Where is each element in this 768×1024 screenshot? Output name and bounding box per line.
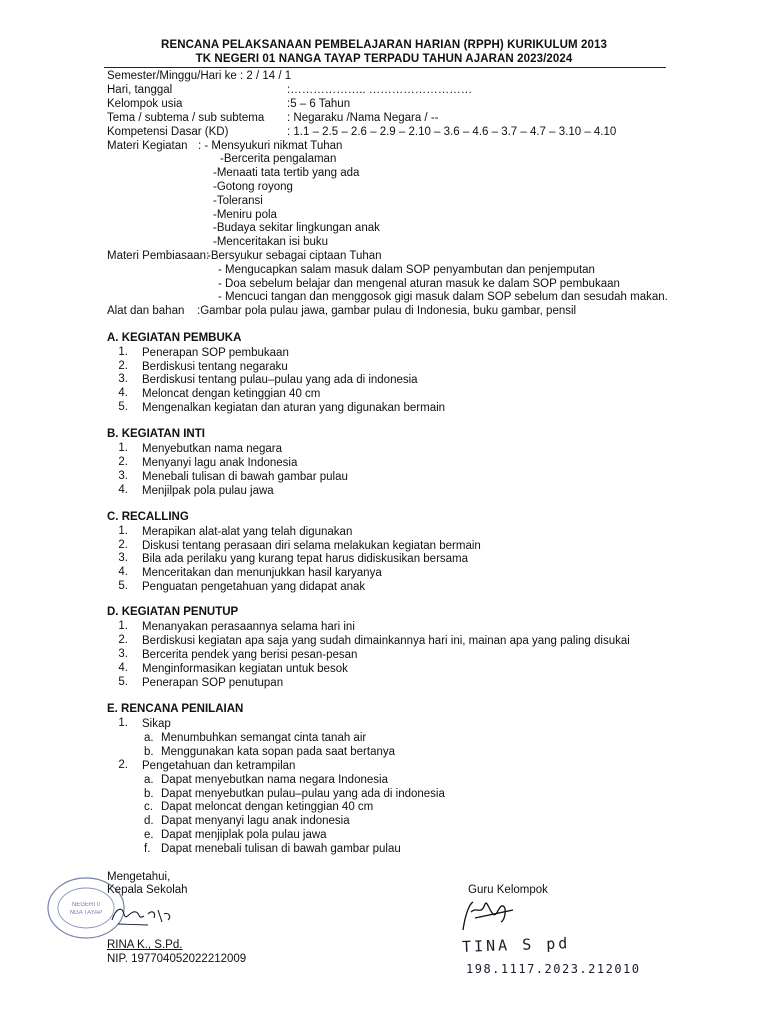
list-number: 3. bbox=[118, 648, 128, 660]
list-item: Dapat menebali tulisan di bawah gambar pulau bbox=[161, 843, 401, 855]
date-value: :……………….. ……………………… bbox=[287, 84, 473, 96]
list-number: 2. bbox=[118, 360, 128, 372]
semester-label: Semester/Minggu/Hari ke bbox=[107, 70, 237, 82]
list-number: 1. bbox=[118, 620, 128, 632]
materi-first: : - Mensyukuri nikmat Tuhan bbox=[198, 140, 343, 152]
list-number: 4. bbox=[118, 662, 128, 674]
alat-label: Alat dan bahan bbox=[107, 305, 185, 317]
kepala-nip: NIP. 197704052022212009 bbox=[107, 953, 247, 965]
guru-nip-handwritten: 198.1117.2023.212010 bbox=[466, 962, 641, 976]
list-letter: b. bbox=[144, 746, 154, 758]
list-number: 3. bbox=[118, 552, 128, 564]
list-number: 1. bbox=[118, 346, 128, 358]
materi-item: -Meniru pola bbox=[213, 209, 277, 221]
svg-text:NEGERI 0: NEGERI 0 bbox=[71, 902, 101, 908]
theme-value: : Negaraku /Nama Negara / -- bbox=[287, 112, 439, 124]
list-number: 4. bbox=[118, 387, 128, 399]
list-number: 5. bbox=[118, 676, 128, 688]
list-item: Menanyakan perasaannya selama hari ini bbox=[142, 621, 355, 633]
list-item: Dapat menyebutkan pulau–pulau yang ada di indonesia bbox=[161, 788, 445, 800]
list-item: Dapat meloncat dengan ketinggian 40 cm bbox=[161, 801, 374, 813]
list-item: Penerapan SOP penutupan bbox=[142, 677, 284, 689]
kepala-name: RINA K., S.Pd. bbox=[107, 939, 183, 951]
list-letter: a. bbox=[144, 774, 154, 786]
list-item: Diskusi tentang perasaan diri selama melakukan kegiatan bermain bbox=[142, 540, 481, 552]
svg-text:NGA TAYAP: NGA TAYAP bbox=[69, 910, 103, 916]
list-number: 1. bbox=[118, 442, 128, 454]
alat-value: :Gambar pola pulau jawa, gambar pulau di Indonesia, buku gambar, pensil bbox=[197, 305, 577, 317]
list-number: 4. bbox=[118, 484, 128, 496]
semester-value: : 2 / 14 / 1 bbox=[240, 70, 292, 82]
list-item: Menggunakan kata sopan pada saat bertanya bbox=[161, 746, 396, 758]
materi-item: -Budaya sekitar lingkungan anak bbox=[213, 222, 380, 234]
materi-item: -Toleransi bbox=[213, 195, 263, 207]
list-number: 4. bbox=[118, 566, 128, 578]
list-item: Merapikan alat-alat yang telah digunakan bbox=[142, 526, 353, 538]
list-item: Meloncat dengan ketinggian 40 cm bbox=[142, 388, 321, 400]
list-number: 5. bbox=[118, 401, 128, 413]
materi-item: -Gotong royong bbox=[213, 181, 293, 193]
section-a-heading: A. KEGIATAN PEMBUKA bbox=[107, 332, 242, 344]
kepala-sekolah-label: Kepala Sekolah bbox=[107, 884, 188, 896]
list-letter: a. bbox=[144, 732, 154, 744]
list-letter: b. bbox=[144, 788, 154, 800]
list-item: Dapat menyebutkan nama negara Indonesia bbox=[161, 774, 388, 786]
list-number: 1. bbox=[118, 525, 128, 537]
kepala-signature bbox=[108, 900, 178, 930]
list-number: 2. bbox=[118, 539, 128, 551]
list-item: Bila ada perilaku yang kurang tepat harus didiskusikan bersama bbox=[142, 553, 469, 565]
theme-label: Tema / subtema / sub subtema bbox=[107, 112, 265, 124]
list-number: 1. bbox=[118, 717, 128, 729]
kd-label: Kompetensi Dasar (KD) bbox=[107, 126, 229, 138]
list-item: Menyebutkan nama negara bbox=[142, 443, 283, 455]
pembiasaan-label: Materi Pembiasaan: bbox=[107, 250, 210, 262]
list-number: 2. bbox=[118, 456, 128, 468]
list-item: Berdiskusi kegiatan apa saja yang sudah dimainkannya hari ini, mainan apa yang paling disukai bbox=[142, 635, 630, 647]
list-item: Berdiskusi tentang negaraku bbox=[142, 361, 288, 373]
list-letter: c. bbox=[144, 801, 153, 813]
materi-item: -Menaati tata tertib yang ada bbox=[213, 167, 360, 179]
list-letter: e. bbox=[144, 829, 154, 841]
pembiasaan-item: - Mengucapkan salam masuk dalam SOP penyambutan dan penjemputan bbox=[218, 264, 595, 276]
list-item: Bercerita pendek yang berisi pesan-pesan bbox=[142, 649, 358, 661]
penilaian-pengetahuan: Pengetahuan dan ketrampilan bbox=[142, 760, 296, 772]
list-item: Menjilpak pola pulau jawa bbox=[142, 485, 274, 497]
list-letter: f. bbox=[144, 843, 151, 855]
date-label: Hari, tanggal bbox=[107, 84, 173, 96]
section-b-heading: B. KEGIATAN INTI bbox=[107, 428, 205, 440]
list-item: Dapat menyanyi lagu anak indonesia bbox=[161, 815, 350, 827]
guru-signature bbox=[455, 896, 525, 936]
header-rule bbox=[104, 67, 666, 68]
list-item: Menebali tulisan di bawah gambar pulau bbox=[142, 471, 348, 483]
materi-label: Materi Kegiatan bbox=[107, 140, 188, 152]
pembiasaan-item: - Doa sebelum belajar dan mengenal aturan masuk ke dalam SOP pembukaan bbox=[218, 278, 620, 290]
materi-item: -Bercerita pengalaman bbox=[220, 153, 337, 165]
list-number: 5. bbox=[118, 580, 128, 592]
list-number: 3. bbox=[118, 373, 128, 385]
list-item: Dapat menjiplak pola pulau jawa bbox=[161, 829, 327, 841]
list-item: Menyanyi lagu anak Indonesia bbox=[142, 457, 298, 469]
penilaian-sikap: Sikap bbox=[142, 718, 171, 730]
document-subtitle: TK NEGERI 01 NANGA TAYAP TERPADU TAHUN AJARAN 2023/2024 bbox=[195, 53, 573, 65]
list-item: Penerapan SOP pembukaan bbox=[142, 347, 289, 359]
list-letter: d. bbox=[144, 815, 154, 827]
pembiasaan-item: - Mencuci tangan dan menggosok gigi masuk dalam SOP sebelum dan sesudah makan. bbox=[218, 291, 668, 303]
mengetahui-label: Mengetahui, bbox=[107, 871, 171, 883]
materi-item: -Menceritakan isi buku bbox=[213, 236, 329, 248]
section-c-heading: C. RECALLING bbox=[107, 511, 189, 523]
guru-kelompok-label: Guru Kelompok bbox=[468, 884, 548, 896]
list-number: 2. bbox=[118, 759, 128, 771]
section-e-heading: E. RENCANA PENILAIAN bbox=[107, 703, 244, 715]
group-label: Kelompok usia bbox=[107, 98, 183, 110]
list-item: Mengenalkan kegiatan dan aturan yang digunakan bermain bbox=[142, 402, 446, 414]
pembiasaan-first: -Bersyukur sebagai ciptaan Tuhan bbox=[207, 250, 382, 262]
group-value: :5 – 6 Tahun bbox=[287, 98, 351, 110]
section-d-heading: D. KEGIATAN PENUTUP bbox=[107, 606, 239, 618]
list-item: Penguatan pengetahuan yang didapat anak bbox=[142, 581, 366, 593]
list-item: Menumbuhkan semangat cinta tanah air bbox=[161, 732, 367, 744]
list-item: Menginformasikan kegiatan untuk besok bbox=[142, 663, 348, 675]
list-number: 3. bbox=[118, 470, 128, 482]
kd-value: : 1.1 – 2.5 – 2.6 – 2.9 – 2.10 – 3.6 – 4.6 – 3.7 – 4.7 – 3.10 – 4.10 bbox=[287, 126, 617, 138]
list-item: Berdiskusi tentang pulau–pulau yang ada di indonesia bbox=[142, 374, 418, 386]
document-title: RENCANA PELAKSANAAN PEMBELAJARAN HARIAN (RPPH) KURIKULUM 2013 bbox=[161, 39, 607, 51]
list-item: Menceritakan dan menunjukkan hasil karyanya bbox=[142, 567, 382, 579]
list-number: 2. bbox=[118, 634, 128, 646]
guru-name-handwritten: TINA S pd bbox=[461, 934, 571, 956]
